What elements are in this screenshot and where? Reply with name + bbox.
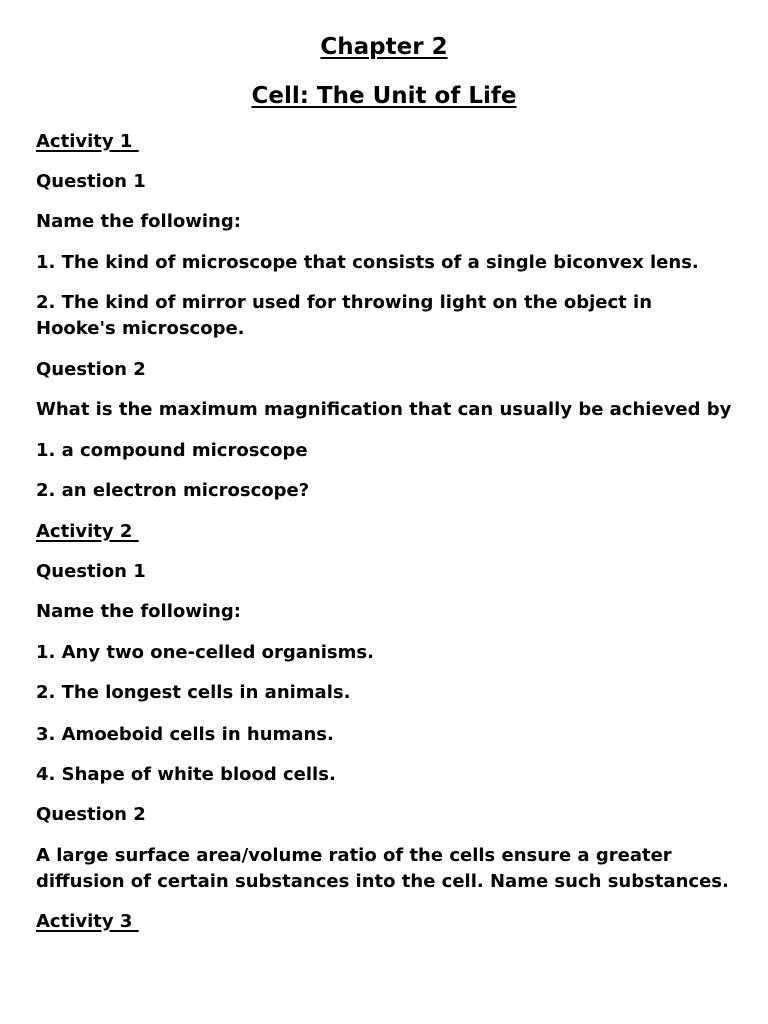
activity-2-question-1-item-3: 3. Amoeboid cells in humans.: [36, 724, 334, 745]
activity-1-heading: Activity 1: [36, 131, 139, 152]
activity-3-heading: Activity 3: [36, 911, 139, 932]
activity-2-question-1-item-4: 4. Shape of white blood cells.: [36, 764, 336, 785]
activity-1-question-1-item-2: 2. The kind of mirror used for throwing light on the object in Hooke's microscope.: [36, 292, 653, 339]
activity-1-question-2-label: Question 2: [36, 359, 146, 380]
activity-1-question-2-prompt: What is the maximum magnification that can usually be achieved by: [36, 399, 732, 420]
activity-1-question-1-label: Question 1: [36, 171, 146, 192]
activity-2-question-2-prompt: A large surface area/volume ratio of the cells ensure a greater diffusion of certain substances into the cell. Name such substances.: [36, 845, 729, 892]
activity-2-heading: Activity 2: [36, 521, 139, 542]
activity-1-question-2-item-1: 1. a compound microscope: [36, 440, 308, 461]
activity-1-question-2-item-2: 2. an electron microscope?: [36, 480, 310, 501]
activity-2-question-1-item-1: 1. Any two one-celled organisms.: [36, 642, 374, 663]
activity-2-question-1-prompt: Name the following:: [36, 601, 241, 622]
chapter-heading: Chapter 2: [320, 34, 448, 60]
activity-2-question-1-item-2: 2. The longest cells in animals.: [36, 682, 351, 703]
chapter-title: Cell: The Unit of Life: [251, 83, 517, 109]
activity-1-question-1-prompt: Name the following:: [36, 211, 241, 232]
activity-1-question-1-item-1: 1. The kind of microscope that consists of a single biconvex lens.: [36, 252, 699, 273]
activity-2-question-1-label: Question 1: [36, 561, 146, 582]
activity-2-question-2-label: Question 2: [36, 804, 146, 825]
